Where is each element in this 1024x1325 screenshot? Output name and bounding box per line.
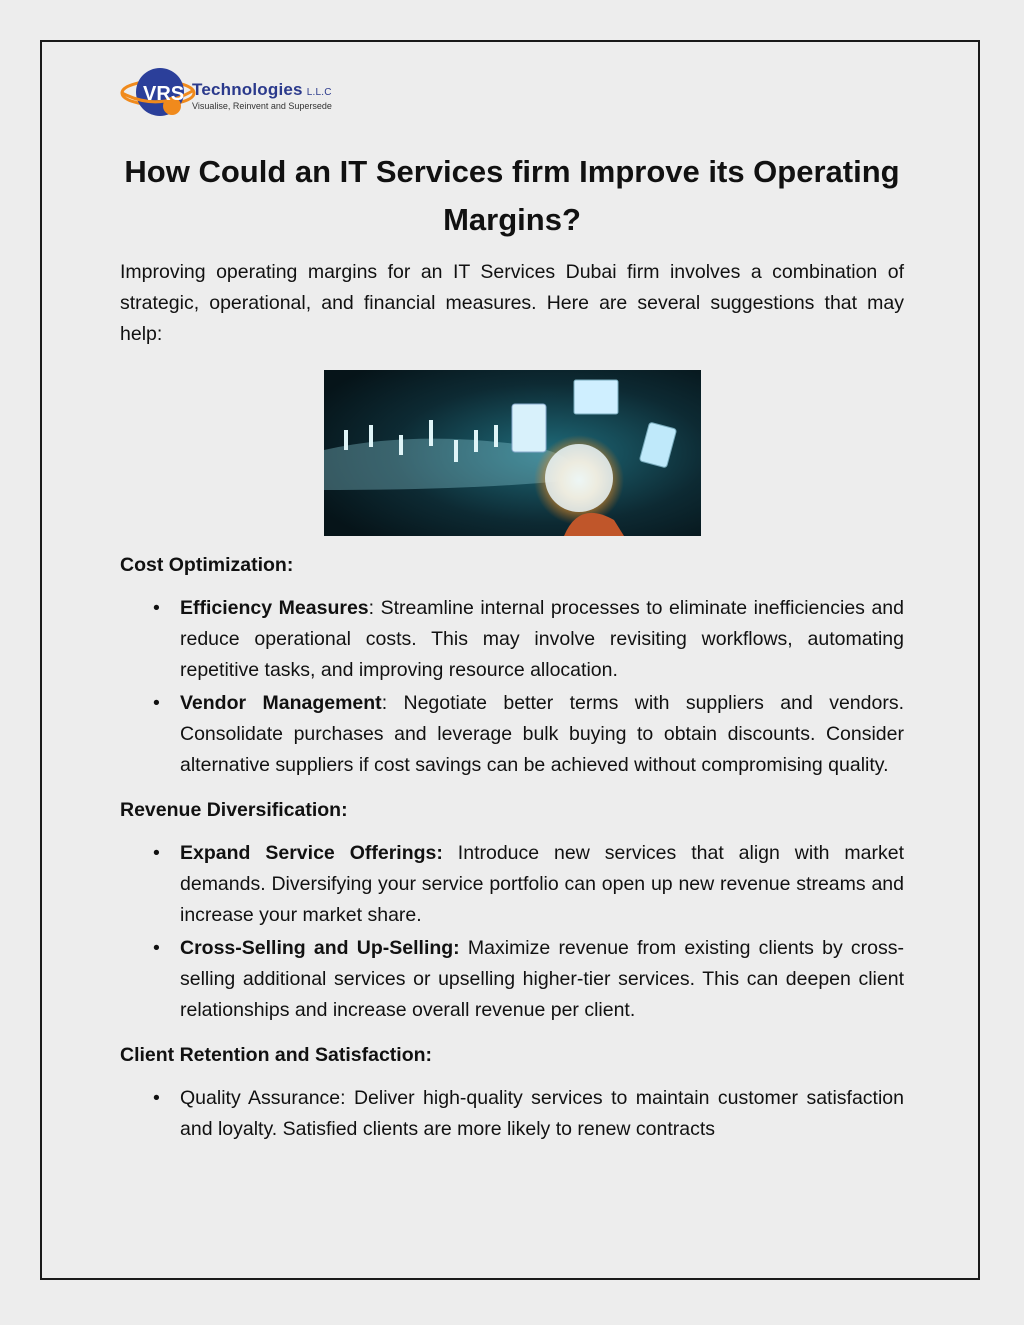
bullet-icon: • [153,842,160,864]
logo-name: Technologies L.L.C [192,80,332,99]
list-item: • Expand Service Offerings: Introduce new services that align with market demands. Diversifying your service portfolio can open up new revenue streams and increase your market share. [120,838,904,931]
bullet-list [120,593,904,781]
logo-text [192,80,332,111]
article-body [120,257,904,1147]
section-heading: Cost Optimization: [120,554,294,576]
logo-tagline: Visualise, Reinvent and Supersede [192,101,332,111]
bullet-list [120,838,904,1026]
bullet-icon: • [153,692,160,714]
bullet-icon: • [153,1087,160,1109]
bullet-icon: • [153,597,160,619]
section-1 [120,795,904,1026]
page-title: How Could an IT Services firm Improve its Operating Margins? [124,154,900,237]
section-heading: Revenue Diversification: [120,799,348,821]
list-item: • Cross-Selling and Up-Selling: Maximize revenue from existing clients by cross-selling additional services or upselling higher-tier services. This can deepen client relationships and increase overall revenue per client. [120,933,904,1026]
logo-suffix: L.L.C [306,87,332,98]
list-item: • Vendor Management: Negotiate better terms with suppliers and vendors. Consolidate purchases and leverage bulk buying to obtain discounts. Consider alternative suppliers if cost savings can be achieved without compromising quality. [120,688,904,781]
bullet-icon: • [153,937,160,959]
network-globe-illustration [324,370,701,536]
logo-mark: VRS [143,83,185,105]
list-item: • Efficiency Measures: Streamline internal processes to eliminate inefficiencies and reduce operational costs. This may involve revisiting workflows, automating repetitive tasks, and improving resource allocation. [120,593,904,686]
section-heading: Client Retention and Satisfaction: [120,1044,433,1066]
bullet-list [120,1083,904,1145]
section-0 [120,550,904,781]
intro-paragraph: Improving operating margins for an IT Services Dubai firm involves a combination of strategic, operational, and financial measures. Here are several suggestions that may help: [120,261,904,345]
section-2 [120,1040,904,1145]
list-item: • Quality Assurance: Deliver high-quality services to maintain customer satisfaction and loyalty. Satisfied clients are more likely to renew contracts [120,1083,904,1145]
